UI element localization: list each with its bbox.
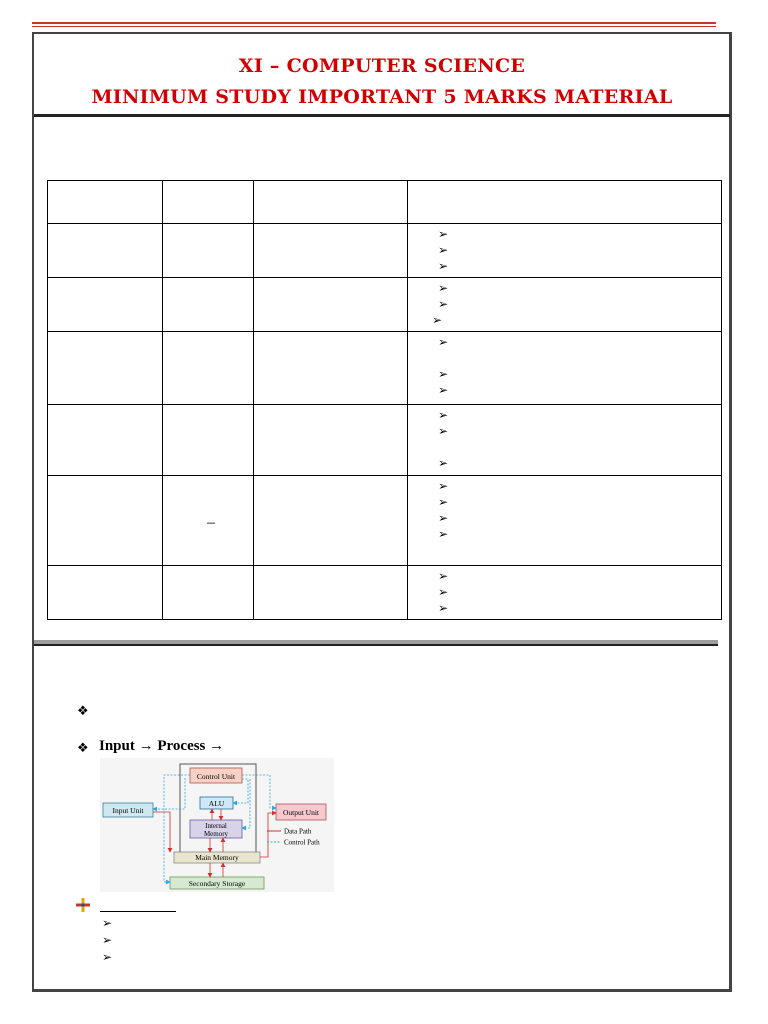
table-cell: [48, 566, 163, 620]
table-cell: [163, 224, 254, 278]
table-cell: [163, 278, 254, 332]
header-divider: [34, 114, 730, 117]
table-cell-bullets: [408, 224, 722, 278]
table-cell: [254, 566, 408, 620]
arrow-bullet-icon: ➢: [438, 456, 449, 470]
arrow-bullet-icon: ➢: [438, 367, 449, 381]
top-decorative-rule-thin: [32, 26, 716, 27]
arrow-bullet-icon: ➢: [438, 408, 449, 422]
section-divider-dark: [34, 644, 718, 646]
arrow-bullet-icon: ➢: [102, 916, 113, 930]
arrow-bullet-icon: ➢: [438, 281, 449, 295]
table-cell: [163, 405, 254, 476]
secondary-storage-label: Secondary Storage: [188, 879, 246, 888]
table-cell: [163, 332, 254, 405]
table-cell: [48, 224, 163, 278]
flow-text: Input → Process →: [99, 738, 225, 754]
arrow-bullet-icon: ➢: [438, 259, 449, 273]
arrow-bullet-icon: ➢: [438, 495, 449, 509]
diamond-bullet-icon: ❖: [77, 703, 89, 718]
table-row: [48, 476, 722, 566]
table-cell: [254, 181, 408, 224]
arrow-bullet-icon: ➢: [438, 479, 449, 493]
table-cell: [48, 405, 163, 476]
arrow-bullet-icon: ➢: [438, 511, 449, 525]
table-cell: [254, 476, 408, 566]
top-decorative-rule: [32, 22, 716, 24]
control-unit-label: Control Unit: [196, 772, 236, 781]
page-subtitle: MINIMUM STUDY IMPORTANT 5 MARKS MATERIAL: [91, 86, 673, 108]
table-row: [48, 224, 722, 278]
table-cell: [254, 278, 408, 332]
table-cell: [48, 278, 163, 332]
table-cell: [254, 224, 408, 278]
arrow-bullet-icon: ➢: [432, 313, 443, 327]
internal-memory-label-2: Memory: [203, 830, 229, 838]
table-cell-bullets: [408, 405, 722, 476]
arrow-bullet-icon: ➢: [438, 569, 449, 583]
table-cell-bullets: [408, 332, 722, 405]
table-cell-bullets: [408, 476, 722, 566]
arrow-bullet-icon: ➢: [438, 601, 449, 615]
arrow-bullet-icon: ➢: [438, 383, 449, 397]
alu-label: ALU: [208, 799, 225, 808]
table-cell: [408, 181, 722, 224]
table-cell: [48, 476, 163, 566]
arrow-bullet-icon: ➢: [438, 527, 449, 541]
table-cell: [163, 566, 254, 620]
notes-table: [47, 180, 722, 620]
heading-underline: [100, 911, 176, 912]
table-row: [48, 332, 722, 405]
table-cell: [254, 405, 408, 476]
arrow-bullet-icon: ➢: [438, 335, 449, 349]
arrow-bullet-icon: ➢: [102, 950, 113, 964]
arrow-bullet-icon: ➢: [438, 585, 449, 599]
arrow-bullet-icon: ➢: [438, 424, 449, 438]
dash-mark: –: [207, 514, 215, 531]
table-cell: [163, 181, 254, 224]
bottom-bullet-list: [102, 915, 112, 966]
table-cell: [254, 332, 408, 405]
internal-memory-label-1: Internal: [205, 822, 227, 830]
table-cell-bullets: [408, 566, 722, 620]
diamond-bullet-icon: ❖: [77, 740, 89, 755]
page-title: XI – COMPUTER SCIENCE: [238, 55, 526, 77]
computer-organization-diagram: [100, 758, 334, 892]
arrow-bullet-icon: ➢: [438, 243, 449, 257]
output-unit-label: Output Unit: [282, 808, 320, 817]
main-memory-label: Main Memory: [195, 853, 239, 862]
legend-control-label: Control Path: [284, 838, 320, 847]
table-row: [48, 405, 722, 476]
legend-data-label: Data Path: [284, 827, 312, 836]
table-cell-bullets: [408, 278, 722, 332]
arrow-bullet-icon: ➢: [102, 933, 113, 947]
input-unit-label: Input Unit: [112, 806, 144, 815]
table-cell: [48, 332, 163, 405]
table-row: [48, 566, 722, 620]
plus-bullet-icon: [76, 898, 90, 912]
table-header-row: [48, 181, 722, 224]
arrow-bullet-icon: ➢: [438, 227, 449, 241]
arrow-bullet-icon: ➢: [438, 297, 449, 311]
table-cell: [48, 181, 163, 224]
table-row: [48, 278, 722, 332]
